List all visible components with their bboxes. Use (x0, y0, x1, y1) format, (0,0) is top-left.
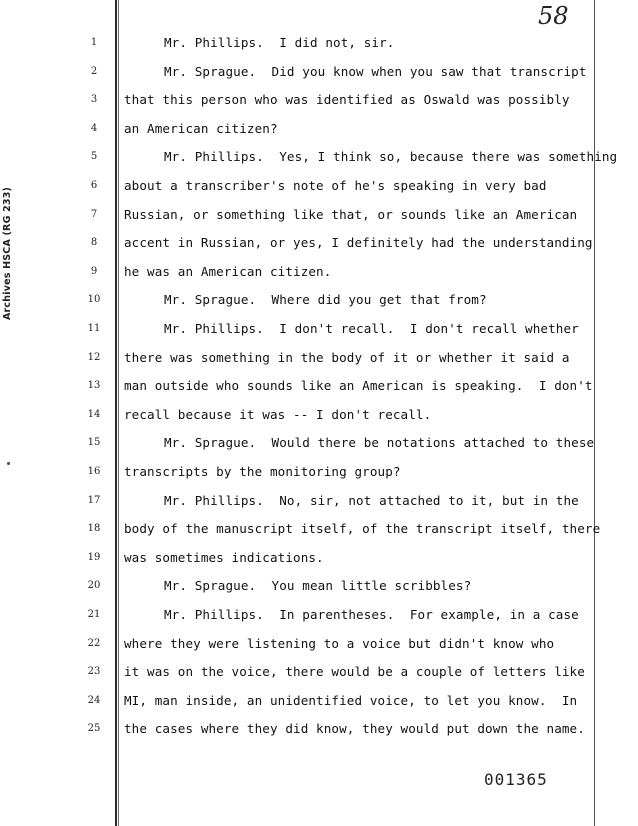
line-number: 17 (87, 494, 101, 506)
line-number: 1 (90, 37, 98, 48)
transcript-line: it was on the voice, there would be a couple of letters like (124, 664, 585, 680)
document-id: 001365 (484, 770, 548, 789)
line-number: 2 (90, 65, 98, 77)
transcript-line: MI, man inside, an unidentified voice, to let you know. In (124, 692, 578, 708)
transcript-line: about a transcriber's note of he's speaking in very bad (124, 178, 547, 193)
line-number: 9 (90, 265, 98, 277)
transcript-line: man outside who sounds like an American is speaking. I don't (124, 378, 593, 394)
archive-stamp: Archives HSCA (RG 233) (2, 186, 13, 320)
transcript-line: recall because it was -- I don't recall. (124, 406, 432, 422)
line-number: 14 (87, 408, 101, 420)
transcript-line: Mr. Phillips. I don't recall. I don't recall whether (164, 321, 579, 336)
page-number: 58 (538, 2, 569, 30)
transcript-line: Mr. Sprague. Where did you get that from? (164, 292, 487, 308)
line-number: 3 (90, 94, 98, 106)
line-number: 5 (90, 151, 98, 163)
transcript-line: Mr. Phillips. Yes, I think so, because there was something (164, 149, 618, 165)
line-number: 25 (87, 723, 101, 735)
line-number: 23 (87, 666, 101, 678)
line-number: 16 (87, 466, 101, 477)
transcript-line: he was an American citizen. (124, 263, 332, 279)
transcript-line: Mr. Phillips. In parentheses. For example, in a case (164, 607, 579, 622)
line-number: 12 (87, 351, 101, 363)
line-number: 10 (87, 294, 101, 306)
transcript-line: where they were listening to a voice but didn't know who (124, 635, 555, 651)
transcript-line: accent in Russian, or yes, I definitely had the understanding (124, 235, 593, 251)
scan-speck (7, 462, 10, 465)
line-number: 22 (87, 637, 101, 649)
transcript-line: there was something in the body of it or whether it said a (124, 349, 570, 365)
transcript-line: an American citizen? (124, 120, 278, 136)
margin-rule-inner (118, 0, 119, 826)
transcript-line: was sometimes indications. (124, 549, 324, 565)
line-number: 15 (87, 437, 101, 449)
transcript-line: body of the manuscript itself, of the transcript itself, there (124, 521, 601, 537)
transcript-line: the cases where they did know, they would put down the name. (124, 721, 585, 737)
transcript-line: Mr. Phillips. I did not, sir. (164, 35, 395, 50)
line-number: 6 (90, 180, 98, 191)
line-number: 24 (87, 694, 101, 706)
line-number: 19 (87, 551, 101, 563)
line-number: 18 (87, 523, 101, 535)
transcript-line: Mr. Sprague. You mean little scribbles? (164, 578, 472, 594)
transcript-line: Mr. Sprague. Did you know when you saw that transcript (164, 63, 587, 79)
transcript-line: Mr. Sprague. Would there be notations attached to these (164, 435, 595, 451)
line-number: 7 (90, 208, 98, 220)
line-number: 20 (87, 580, 101, 592)
line-number: 21 (87, 609, 101, 620)
transcript-line: that this person who was identified as Oswald was possibly (124, 92, 570, 108)
transcript-line: transcripts by the monitoring group? (124, 464, 401, 479)
margin-rule (115, 0, 117, 826)
line-number: 4 (90, 122, 98, 134)
line-number: 13 (87, 380, 101, 392)
transcript-line: Russian, or something like that, or sounds like an American (124, 206, 578, 222)
line-number: 11 (87, 323, 101, 334)
line-number: 8 (90, 237, 98, 249)
transcript-line: Mr. Phillips. No, sir, not attached to it, but in the (164, 492, 579, 508)
